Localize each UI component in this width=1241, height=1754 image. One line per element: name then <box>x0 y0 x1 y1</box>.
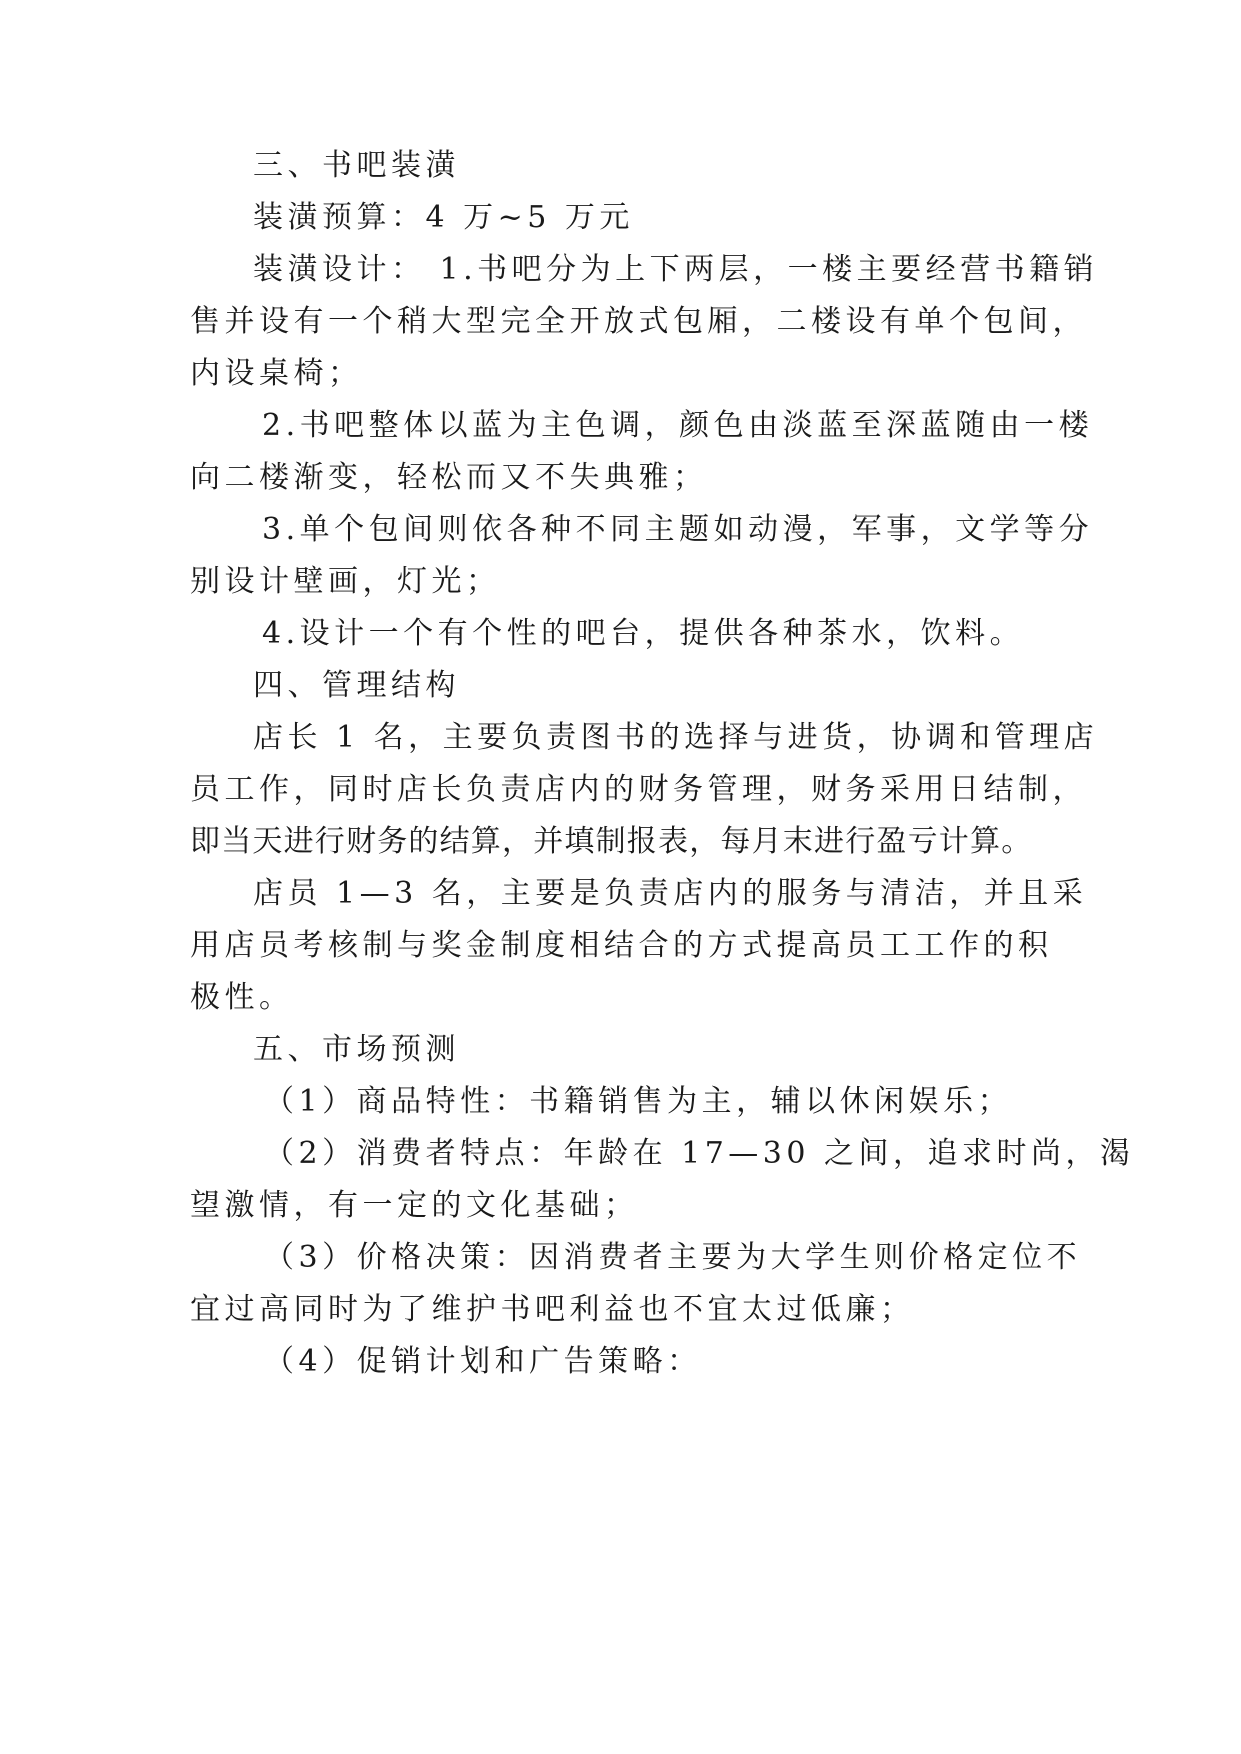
market-point-2-line-2: 望激情，有一定的文化基础； <box>190 1188 639 1223</box>
design-item-3-line-2: 别设计壁画，灯光； <box>190 564 501 599</box>
staff-line-2: 用店员考核制与奖金制度相结合的方式提高员工工作的积 <box>190 928 1053 963</box>
decoration-design-line-3: 内设桌椅； <box>190 356 363 391</box>
design-item-3-line-1: 3.单个包间则依各种不同主题如动漫，军事，文学等分 <box>262 512 1094 547</box>
section-5-heading: 五、市场预测 <box>253 1032 460 1067</box>
manager-line-2: 员工作，同时店长负责店内的财务管理，财务采用日结制， <box>190 772 1087 807</box>
decoration-design-line-1: 装潢设计： 1.书吧分为上下两层，一楼主要经营书籍销 <box>253 252 1099 287</box>
market-point-2-line-1: （2）消费者特点：年龄在 17—30 之间，追求时尚，渴 <box>264 1136 1135 1171</box>
market-point-4-line-1: （4）促销计划和广告策略： <box>264 1344 702 1379</box>
decoration-budget: 装潢预算：4 万~5 万元 <box>253 200 634 235</box>
design-item-2-line-1: 2.书吧整体以蓝为主色调，颜色由淡蓝至深蓝随由一楼 <box>262 408 1094 443</box>
section-3-heading: 三、书吧装潢 <box>253 148 460 183</box>
design-item-4-line-1: 4.设计一个有个性的吧台，提供各种茶水，饮料。 <box>262 616 1025 651</box>
decoration-design-line-2: 售并设有一个稍大型完全开放式包厢，二楼设有单个包间， <box>190 304 1087 339</box>
staff-line-3: 极性。 <box>190 980 294 1015</box>
manager-line-3: 即当天进行财务的结算，并填制报表，每月末进行盈亏计算。 <box>190 824 1033 859</box>
section-4-heading: 四、管理结构 <box>253 668 460 703</box>
manager-line-1: 店长 1 名，主要负责图书的选择与进货，协调和管理店 <box>253 720 1099 755</box>
design-item-2-line-2: 向二楼渐变，轻松而又不失典雅； <box>190 460 708 495</box>
market-point-3-line-2: 宜过高同时为了维护书吧利益也不宜太过低廉； <box>190 1292 915 1327</box>
staff-line-1: 店员 1—3 名，主要是负责店内的服务与清洁，并且采 <box>253 876 1088 911</box>
market-point-1: （1）商品特性：书籍销售为主，辅以休闲娱乐； <box>264 1084 1013 1119</box>
market-point-3-line-1: （3）价格决策：因消费者主要为大学生则价格定位不 <box>264 1240 1082 1275</box>
